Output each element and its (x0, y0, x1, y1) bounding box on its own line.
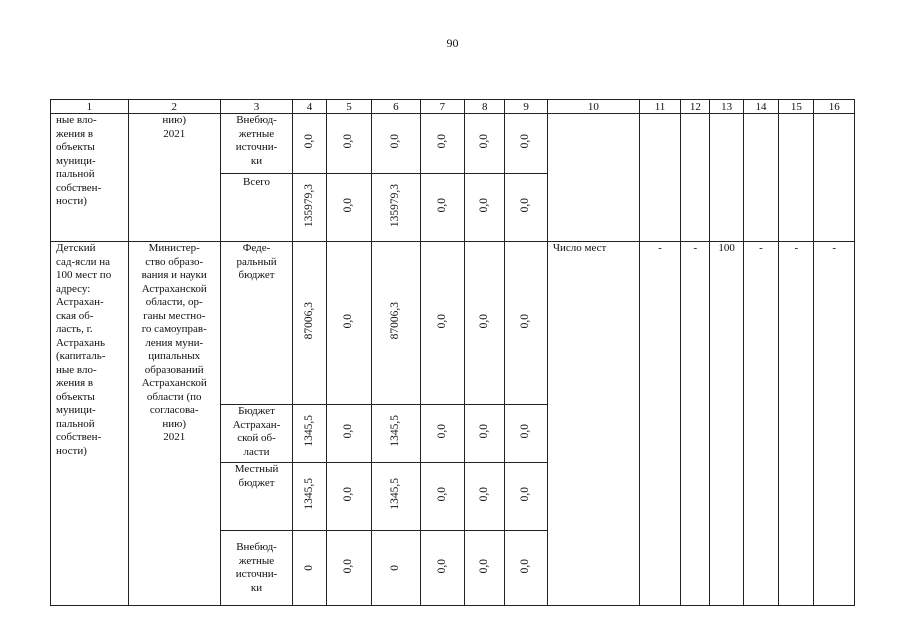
indicator-value-cell: - (639, 242, 680, 606)
value-cell: 0 (293, 531, 326, 606)
header-cell: 10 (547, 100, 639, 114)
value-cell: 0,0 (420, 174, 464, 242)
header-cell: 6 (372, 100, 420, 114)
empty-cell (743, 114, 778, 242)
value-cell: 0,0 (465, 242, 505, 405)
value-cell: 0,0 (420, 531, 464, 606)
value-cell: 87006,3 (293, 242, 326, 405)
page-number: 90 (446, 36, 459, 50)
value-cell: 0,0 (420, 242, 464, 405)
executor-cell: Министер- ство образо- вания и науки Астраханской области, ор- ганы местно- го самоуправ- ления муни- ципальных образований Астраханской области (по согласова- нию) 2021 (128, 242, 220, 606)
header-cell: 14 (743, 100, 778, 114)
header-cell: 4 (293, 100, 326, 114)
value-cell: 0,0 (420, 463, 464, 531)
indicator-value-cell: 100 (710, 242, 743, 606)
source-cell: Всего (220, 174, 293, 242)
value-cell: 0,0 (465, 463, 505, 531)
empty-cell (639, 114, 680, 242)
executor-cell: нию) 2021 (128, 114, 220, 242)
value-cell: 0,0 (505, 531, 547, 606)
table-row (51, 242, 855, 405)
header-cell: 7 (420, 100, 464, 114)
value-cell: 0,0 (505, 405, 547, 463)
value-cell: 0,0 (465, 405, 505, 463)
value-cell: 1345,5 (372, 405, 420, 463)
value-cell: 135979,3 (372, 174, 420, 242)
header-cell: 5 (326, 100, 371, 114)
value-cell: 0,0 (465, 531, 505, 606)
header-row (51, 100, 855, 114)
value-cell: 0,0 (372, 114, 420, 174)
source-cell: Феде- ральный бюджет (220, 242, 293, 405)
value-cell: 0 (372, 531, 420, 606)
table-row (51, 114, 855, 174)
value-cell: 0,0 (420, 405, 464, 463)
header-cell: 12 (681, 100, 710, 114)
value-cell: 0,0 (326, 531, 371, 606)
object-cell: ные вло- жения в объекты муници- пальной собствен- ности) (51, 114, 129, 242)
value-cell: 0,0 (293, 114, 326, 174)
indicator-cell (547, 114, 639, 242)
value-cell: 0,0 (420, 114, 464, 174)
value-cell: 0,0 (465, 174, 505, 242)
budget-table (50, 99, 855, 606)
value-cell: 1345,5 (293, 463, 326, 531)
value-cell: 1345,5 (293, 405, 326, 463)
value-cell: 1345,5 (372, 463, 420, 531)
value-cell: 0,0 (465, 114, 505, 174)
source-cell: Бюджет Астрахан- ской об- ласти (220, 405, 293, 463)
indicator-value-cell: - (814, 242, 855, 606)
header-cell: 9 (505, 100, 547, 114)
value-cell: 0,0 (326, 242, 371, 405)
header-cell: 16 (814, 100, 855, 114)
value-cell: 0,0 (326, 463, 371, 531)
header-cell: 11 (639, 100, 680, 114)
header-cell: 8 (465, 100, 505, 114)
value-cell: 0,0 (326, 114, 371, 174)
value-cell: 0,0 (505, 174, 547, 242)
value-cell: 135979,3 (293, 174, 326, 242)
value-cell: 0,0 (326, 405, 371, 463)
source-cell: Внебюд- жетные источни- ки (220, 114, 293, 174)
empty-cell (814, 114, 855, 242)
value-cell: 0,0 (505, 463, 547, 531)
value-cell: 0,0 (505, 242, 547, 405)
empty-cell (710, 114, 743, 242)
indicator-value-cell: - (779, 242, 814, 606)
source-cell: Местный бюджет (220, 463, 293, 531)
object-cell: Детский сад-ясли на 100 мест по адресу: Астрахан- ская об- ласть, г. Астрахань (капиталь- ные вло- жения в объекты муници- пальной собствен- ности) (51, 242, 129, 606)
source-cell: Внебюд- жетные источни- ки (220, 531, 293, 606)
empty-cell (779, 114, 814, 242)
value-cell: 0,0 (326, 174, 371, 242)
indicator-value-cell: - (743, 242, 778, 606)
header-cell: 2 (128, 100, 220, 114)
empty-cell (681, 114, 710, 242)
indicator-value-cell: - (681, 242, 710, 606)
header-cell: 1 (51, 100, 129, 114)
header-cell: 3 (220, 100, 293, 114)
header-cell: 13 (710, 100, 743, 114)
value-cell: 87006,3 (372, 242, 420, 405)
value-cell: 0,0 (505, 114, 547, 174)
indicator-cell: Число мест (547, 242, 639, 606)
header-cell: 15 (779, 100, 814, 114)
